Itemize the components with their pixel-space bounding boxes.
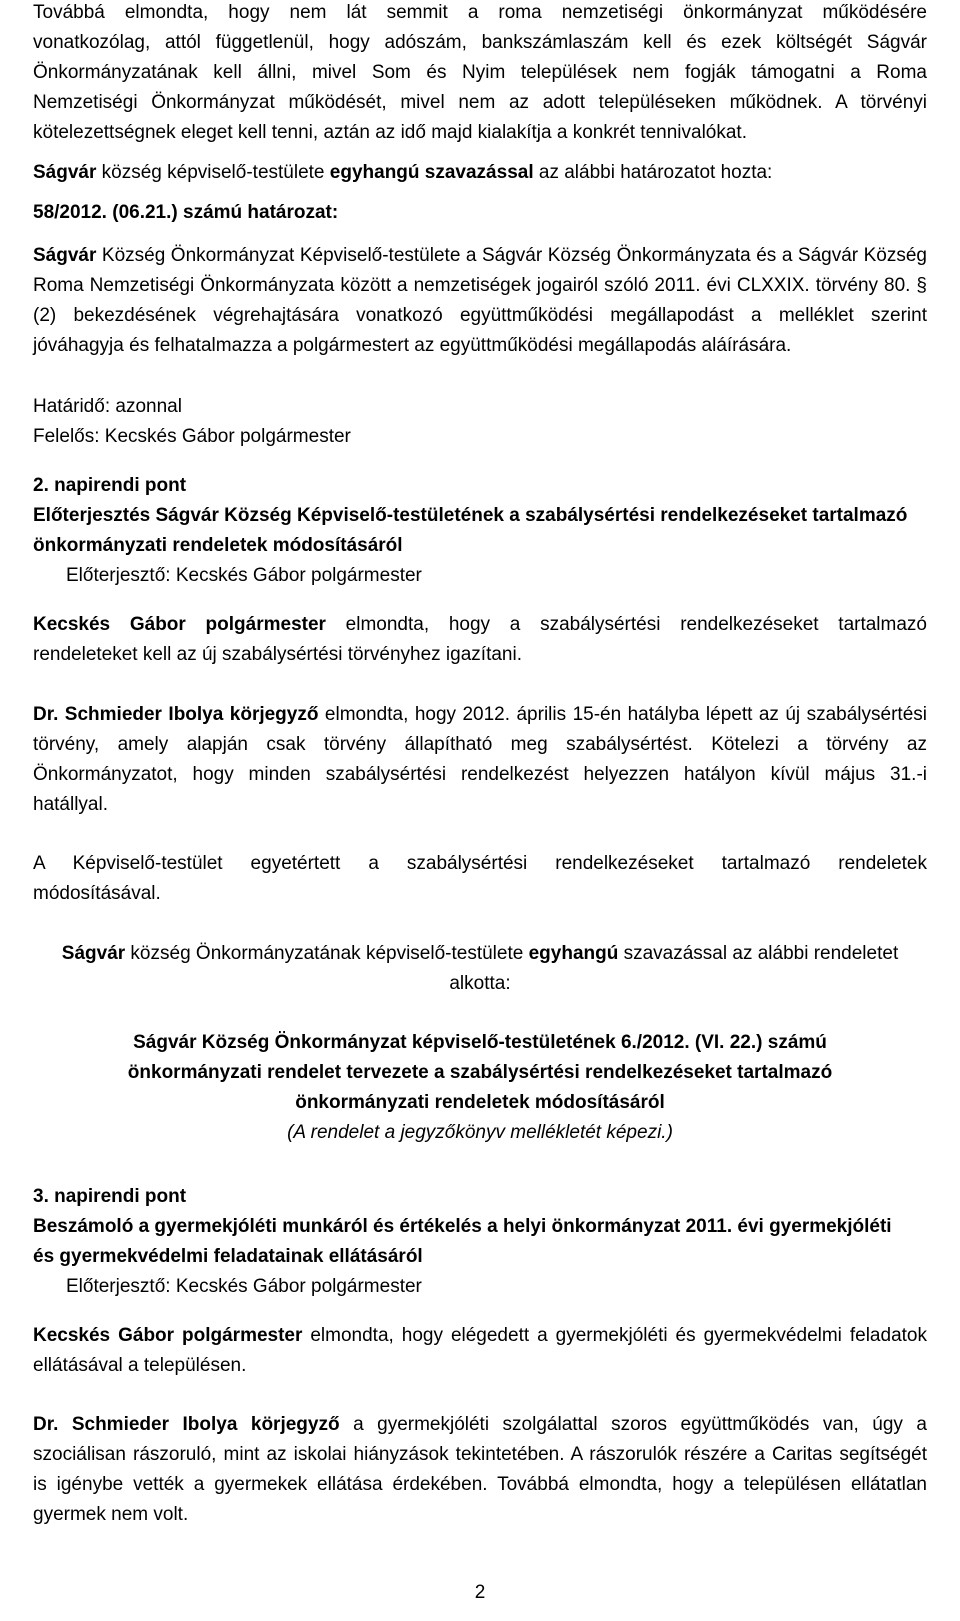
text-line: Dr. Schmieder Ibolya körjegyző a gyermekjóléti szolgálattal szoros együttműködés van, úgy a: [33, 1414, 927, 1435]
council-agreement: [33, 849, 927, 909]
text-line: Ságvár Község Önkormányzat Képviselő-testülete a Ságvár Község Önkormányzata és a Ságvár Község: [33, 245, 927, 266]
resolution-heading: 58/2012. (06.21.) számú határozat:: [33, 202, 339, 223]
decree-note: (A rendelet a jegyzőkönyv mellékletét képezi.): [287, 1122, 673, 1143]
text-line: szociálisan rászoruló, mint az iskolai hiányzások tekintetében. A rászorulók részére a Caritas segítségét: [33, 1444, 927, 1465]
text-line: hatállyal.: [33, 794, 108, 815]
text-line: rendeleteket kell az új szabálysértési törvényhez igazítani.: [33, 644, 522, 665]
text-line: Továbbá elmondta, hogy nem lát semmit a roma nemzetiségi önkormányzat működésére: [33, 2, 927, 23]
speaker-name: Dr. Schmieder Ibolya körjegyző: [33, 704, 319, 725]
text-line: jóváhagyja és felhatalmazza a polgármestert az együttműködési megállapodás aláírására.: [33, 335, 792, 356]
text-line: Önkormányzatot, hogy minden szabálysértési rendelkezést helyezzen hatályon kívül május 31.-i: [33, 764, 927, 785]
text-line: Nemzetiségi Önkormányzat működését, mivel nem az adott településeken működnek. A törvényi: [33, 92, 927, 113]
text-line: ellátásával a településen.: [33, 1355, 247, 1376]
page-number: 2: [474, 1582, 486, 1603]
agenda-title: önkormányzati rendeletek módosításáról: [33, 535, 403, 556]
text-line: törvény, amely alapján csak törvény állapítható meg szabálysértést. Kötelezi a törvény az: [33, 734, 927, 755]
text-line: Dr. Schmieder Ibolya körjegyző elmondta, hogy 2012. április 15-én hatályba lépett az új szabálysértési: [33, 704, 927, 725]
agenda-title: Előterjesztés Ságvár Község Képviselő-testületének a szabálysértési rendelkezéseket tartalmazó: [33, 505, 908, 526]
text-line: Kecskés Gábor polgármester elmondta, hogy elégedett a gyermekjóléti és gyermekvédelmi feladatok: [33, 1325, 927, 1346]
vote-result: egyhangú: [528, 943, 619, 964]
intro-paragraph: [33, 0, 927, 148]
text-line: gyermek nem volt.: [33, 1504, 189, 1525]
agenda-presenter: Előterjesztő: Kecskés Gábor polgármester: [66, 1276, 422, 1297]
deadline-block: [33, 392, 927, 452]
text-line: Kecskés Gábor polgármester elmondta, hogy a szabálysértési rendelkezéseket tartalmazó: [33, 614, 927, 635]
text-line: módosításával.: [33, 883, 161, 904]
agenda-title: és gyermekvédelmi feladatainak ellátásáról: [33, 1246, 423, 1267]
agenda-item-3: [33, 1182, 927, 1302]
notary-statement-2: [33, 1410, 927, 1530]
agenda-number: 3. napirendi pont: [33, 1186, 187, 1207]
agenda-presenter: Előterjesztő: Kecskés Gábor polgármester: [66, 565, 422, 586]
mayor-statement-2: [33, 1321, 927, 1381]
decree-title: Ságvár Község Önkormányzat képviselő-testületének 6./2012. (VI. 22.) számú önkormányzati rendelet tervezete a szabálysértési rendelkezéseket tartalmazó önkormányzati rendeletek módosításáról (A rendelet a jegyzőkönyv mellékletét képezi.): [33, 1028, 927, 1148]
responsible-text: Felelős: Kecskés Gábor polgármester: [33, 426, 351, 447]
vote-statement-2: Ságvár község Önkormányzatának képviselő-testülete egyhangú szavazással az alábbi rendeletet alkotta:: [61, 943, 899, 994]
text-line: kötelezettségnek eleget kell tenni, aztán az idő majd kialakítja a konkrét tennivalókat.: [33, 122, 747, 143]
agenda-title: Beszámoló a gyermekjóléti munkáról és értékelés a helyi önkormányzat 2011. évi gyermekjóléti: [33, 1216, 892, 1237]
speaker-name: Kecskés Gábor polgármester: [33, 1325, 303, 1346]
text-line: vonatkozólag, attól függetlenül, hogy adószám, bankszámlaszám kell és ezek költségét Ságvár: [33, 32, 927, 53]
text-line: A Képviselő-testület egyetértett a szabálysértési rendelkezéseket tartalmazó rendeletek: [33, 853, 927, 874]
vote-statement: Ságvár község képviselő-testülete egyhangú szavazással az alábbi határozatot hozta:: [33, 162, 773, 183]
notary-statement: [33, 700, 927, 820]
text-line: Önkormányzatának kell állni, mivel Som és Nyim települések nem fogják támogatni a Roma: [33, 62, 927, 83]
agenda-item-2: [33, 471, 927, 591]
agenda-number: 2. napirendi pont: [33, 475, 187, 496]
speaker-name: Dr. Schmieder Ibolya körjegyző: [33, 1414, 340, 1435]
council-name: Ságvár: [33, 162, 97, 183]
deadline-text: Határidő: azonnal: [33, 396, 182, 417]
council-name: Ságvár: [61, 943, 126, 964]
resolution-text: [33, 241, 927, 361]
text-line: Roma Nemzetiségi Önkormányzata között a nemzetiségek jogairól szóló 2011. évi CLXXIX. törvény 80. §: [33, 275, 927, 296]
vote-result: egyhangú szavazással: [329, 162, 534, 183]
mayor-statement: [33, 610, 927, 670]
text-line: is igénybe vették a gyermekek ellátása érdekében. Továbbá elmondta, hogy a településen ellátatlan: [33, 1474, 927, 1495]
text-line: (2) bekezdésének végrehajtására vonatkozó együttműködési megállapodást a melléklet szerint: [33, 305, 927, 326]
speaker-name: Kecskés Gábor polgármester: [33, 614, 326, 635]
